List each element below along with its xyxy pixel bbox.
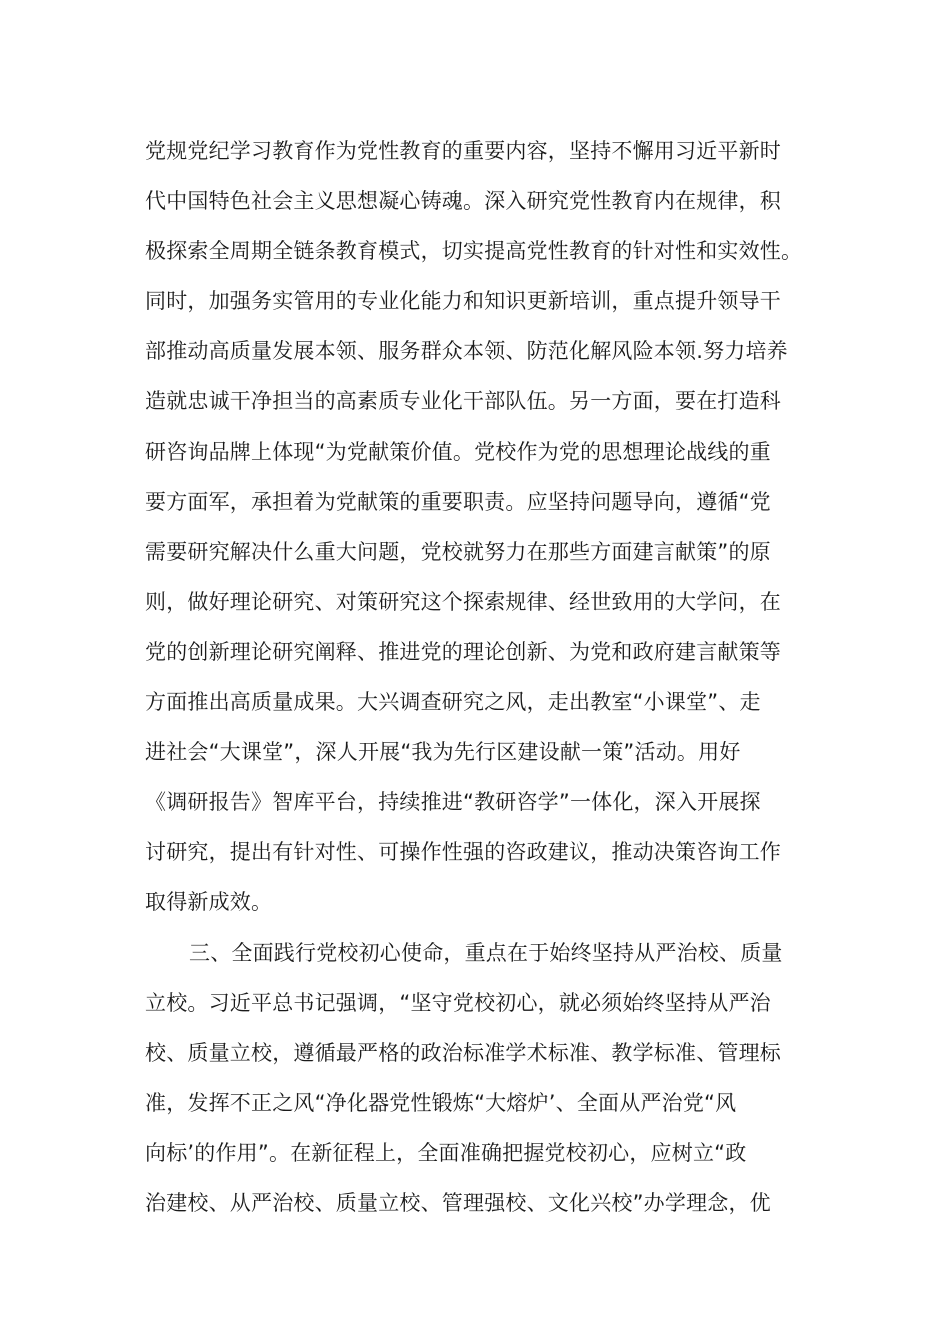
- text-line: 要方面军，承担着为党献策的重要职责。应坚持问题导向，遵循“党: [145, 489, 771, 514]
- text-line: 部推动高质量发展本领、服务群众本领、防范化解风险本领.努力培养: [145, 339, 788, 364]
- text-line: 极探索全周期全链条教育模式，切实提高党性教育的针对性和实效性。: [145, 239, 803, 264]
- text-line: 取得新成效。: [145, 890, 273, 915]
- text-line: 向标’的作用”。在新征程上，全面准确把握党校初心，应树立“政: [145, 1140, 747, 1165]
- text-line: 准，发挥不正之风“净化器党性锻炼“大熔炉’、全面从严治党“风: [145, 1090, 737, 1115]
- text-line: 进社会“大课堂”，深人开展“我为先行区建设献一策”活动。用好: [145, 740, 741, 765]
- text-line: 党规党纪学习教育作为党性教育的重要内容，坚持不懈用习近平新时: [145, 139, 781, 163]
- text-line: 立校。习近平总书记强调，“坚守党校初心，就必须始终坚持从严治: [145, 990, 771, 1015]
- text-line: 校、质量立校，遵循最严格的政治标准学术标准、教学标准、管理标: [145, 1040, 781, 1065]
- text-line: 治建校、从严治校、质量立校、管理强校、文化兴校”办学理念，优: [145, 1190, 771, 1215]
- body-text: [145, 126, 805, 1228]
- section-heading-line: 三、全面践行党校初心使命，重点在于始终坚持从严治校、质量: [189, 940, 783, 965]
- text-line: 造就忠诚干净担当的高素质专业化干部队伍。另一方面，要在打造科: [145, 389, 781, 414]
- text-line: 研咨询品牌上体现“为党献策价值。党校作为党的思想理论战线的重: [145, 439, 771, 464]
- text-line: 方面推出高质量成果。大兴调查研究之风，走出教室“小课堂”、走: [145, 690, 761, 715]
- text-line: 需要研究解决什么重大问题，党校就努力在那些方面建言献策”的原: [145, 539, 771, 564]
- text-line: 代中国特色社会主义思想凝心铸魂。深入研究党性教育内在规律，积: [145, 189, 781, 214]
- text-line: 党的创新理论研究阐释、推进党的理论创新、为党和政府建言献策等: [145, 639, 781, 664]
- text-line: 同时，加强务实管用的专业化能力和知识更新培训，重点提升领导干: [145, 289, 781, 314]
- text-line: 则，做好理论研究、对策研究这个探索规律、经世致用的大学问，在: [145, 589, 781, 614]
- text-line: 讨研究，提出有针对性、可操作性强的咨政建议，推动决策咨询工作: [145, 840, 781, 865]
- text-line: 《调研报告》智库平台，持续推进“教研咨学”一体化，深入开展探: [145, 790, 761, 815]
